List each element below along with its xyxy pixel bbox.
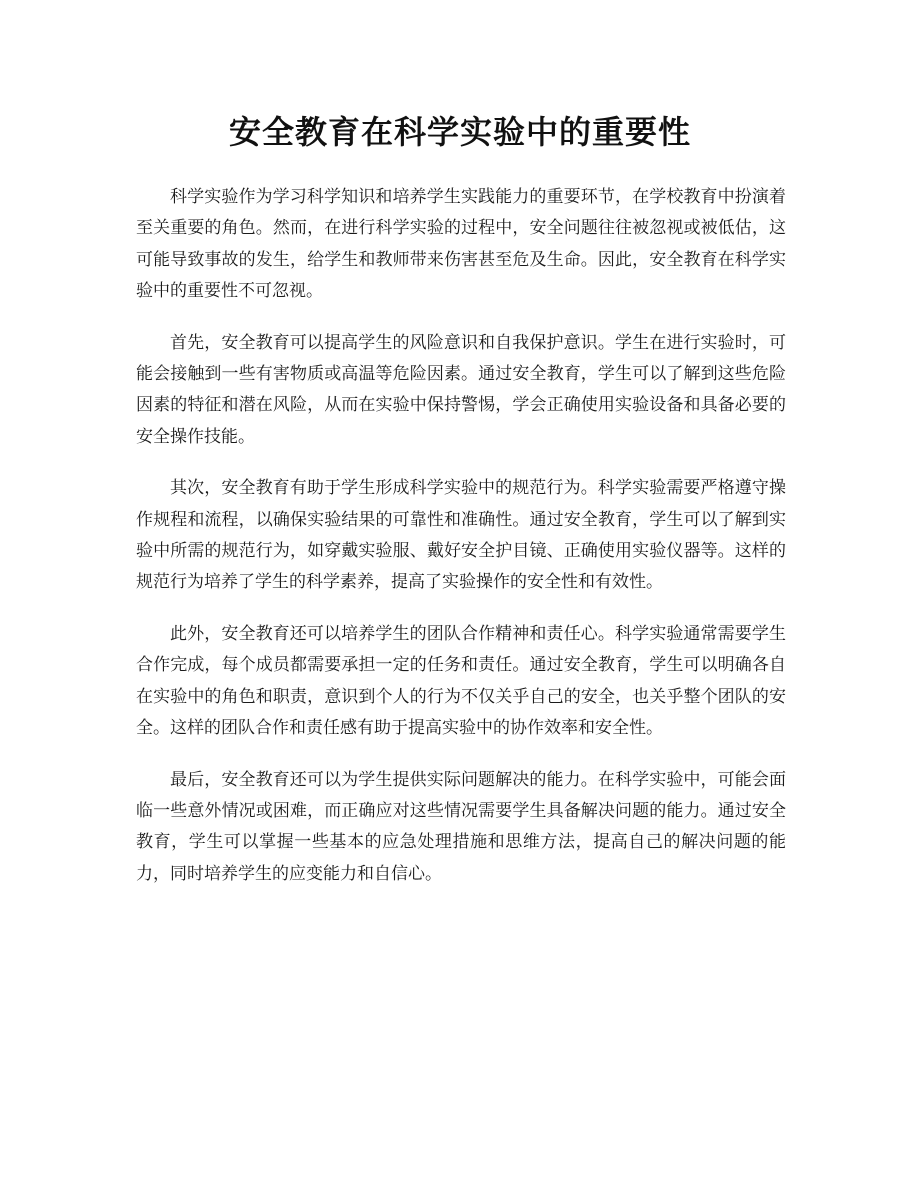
paragraph-first: 首先，安全教育可以提高学生的风险意识和自我保护意识。学生在进行实验时，可能会接触到一些有害物质或高温等危险因素。通过安全教育，学生可以了解到这些危险因素的特征和潜在风险，从而在实验中保持警惕，学会正确使用实验设备和具备必要的安全操作技能。 xyxy=(136,332,786,447)
paragraph-second: 其次，安全教育有助于学生形成科学实验中的规范行为。科学实验需要严格遵守操作规程和流程，以确保实验结果的可靠性和准确性。通过安全教育，学生可以了解到实验中所需的规范行为，如穿戴实验服、戴好安全护目镜、正确使用实验仪器等。这样的规范行为培养了学生的科学素养，提高了实验操作的安全性和有效性。 xyxy=(136,478,786,593)
document-title: 安全教育在科学实验中的重要性 xyxy=(228,113,691,151)
paragraph-intro: 科学实验作为学习科学知识和培养学生实践能力的重要环节，在学校教育中扮演着至关重要的角色。然而，在进行科学实验的过程中，安全问题往往被忽视或被低估，这可能导致事故的发生，给学生和教师带来伤害甚至危及生命。因此，安全教育在科学实验中的重要性不可忽视。 xyxy=(136,187,786,302)
document-body xyxy=(136,182,786,910)
paragraph-third: 此外，安全教育还可以培养学生的团队合作精神和责任心。科学实验通常需要学生合作完成，每个成员都需要承担一定的任务和责任。通过安全教育，学生可以明确各自在实验中的角色和职责，意识到个人的行为不仅关乎自己的安全，也关乎整个团队的安全。这样的团队合作和责任感有助于提高实验中的协作效率和安全性。 xyxy=(136,623,786,739)
paragraph-last: 最后，安全教育还可以为学生提供实际问题解决的能力。在科学实验中，可能会面临一些意外情况或困难，而正确应对这些情况需要学生具备解决问题的能力。通过安全教育，学生可以掌握一些基本的应急处理措施和思维方法，提高自己的解决问题的能力，同时培养学生的应变能力和自信心。 xyxy=(136,769,786,884)
